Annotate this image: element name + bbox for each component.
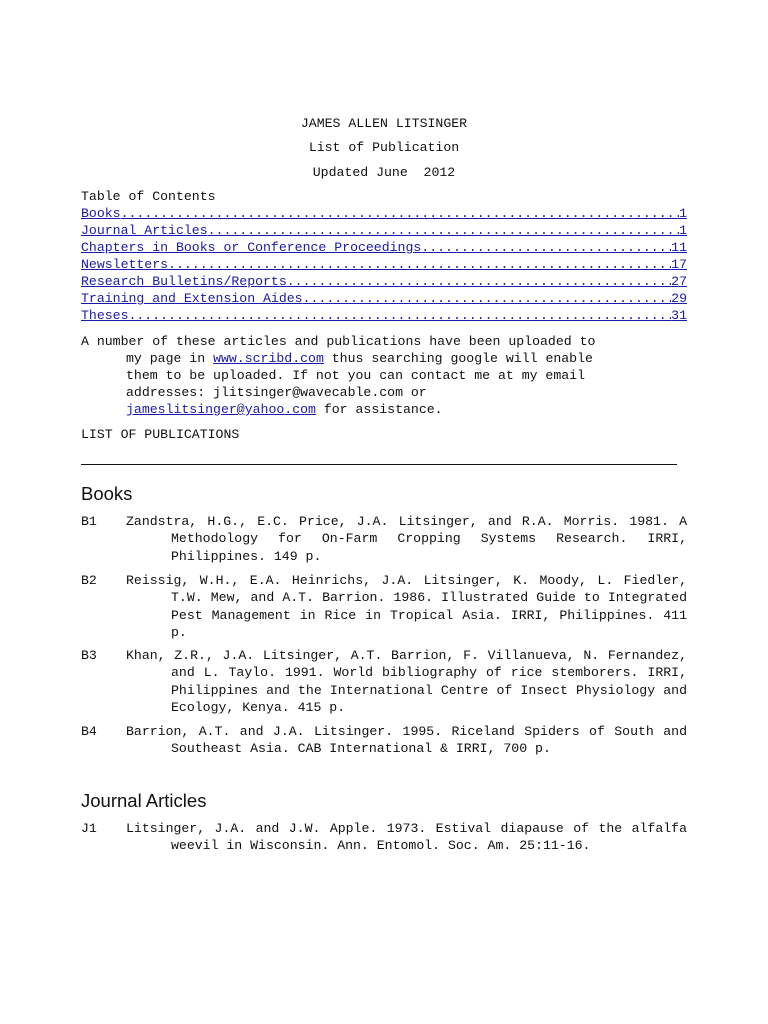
toc-leader (208, 222, 679, 239)
publication-entry (81, 647, 687, 716)
toc-page: 1 (679, 223, 687, 238)
toc-link-training-aides[interactable] (81, 290, 687, 307)
upload-notice (81, 333, 687, 418)
publication-entry (81, 513, 687, 565)
toc-label: Chapters in Books or Conference Proceedings (81, 240, 422, 255)
toc-label: Newsletters (81, 257, 169, 272)
entry-code: B2 (81, 573, 97, 588)
toc-link-theses[interactable] (81, 307, 687, 324)
scribd-link[interactable]: www.scribd.com (213, 351, 324, 366)
toc-page: 17 (671, 257, 687, 272)
toc-label: Theses (81, 308, 129, 323)
toc-label: Journal Articles (81, 223, 208, 238)
toc-page: 27 (671, 274, 687, 289)
notice-line: A number of these articles and publications have been uploaded to (81, 334, 596, 349)
toc-label: Research Bulletins/Reports (81, 274, 287, 289)
toc-heading: Table of Contents (81, 189, 216, 204)
toc-leader (128, 307, 671, 324)
publication-entry (81, 820, 687, 855)
entry-code: B1 (81, 514, 97, 529)
entry-code: B4 (81, 724, 97, 739)
email-link[interactable]: jameslitsinger@yahoo.com (126, 402, 316, 417)
toc-label: Books (81, 206, 121, 221)
toc-leader (303, 290, 672, 307)
toc-page: 1 (679, 206, 687, 221)
notice-text: my page in (126, 351, 214, 366)
entry-text: Reissig, W.H., E.A. Heinrichs, J.A. Litsinger, K. Moody, L. Fiedler, T.W. Mew, and A.T. Barrion. 1986. Illustrated Guide to Integrated Pest Management in Rice in Tropical Asia. IRRI, Philippines. 411 p. (126, 573, 687, 640)
notice-text: for assistance. (315, 402, 443, 417)
toc-page: 31 (671, 308, 687, 323)
entry-text: Khan, Z.R., J.A. Litsinger, A.T. Barrion, F. Villanueva, N. Fernandez, and L. Taylo. 1991. World bibliography of rice stemborers. IRRI, Philippines and the International Centre of Insect Physiology and Ecology, Kenya. 415 p. (126, 648, 687, 715)
notice-line: them to be uploaded. If not you can contact me at my email (126, 368, 585, 383)
toc-leader (421, 239, 671, 256)
toc-link-books[interactable] (81, 205, 687, 222)
entry-code: B3 (81, 648, 97, 663)
author-name: JAMES ALLEN LITSINGER (300, 116, 468, 131)
divider-rule (81, 464, 677, 465)
toc-link-journal-articles[interactable] (81, 222, 687, 239)
toc-link-chapters[interactable] (81, 239, 687, 256)
toc-page: 11 (671, 240, 687, 255)
list-heading: LIST OF PUBLICATIONS (81, 427, 240, 442)
toc-leader (121, 205, 680, 222)
section-heading-books: Books (81, 483, 133, 504)
publication-entry (81, 572, 687, 641)
toc-link-research-bulletins[interactable] (81, 273, 687, 290)
toc-leader (168, 256, 671, 273)
toc-leader (287, 273, 671, 290)
updated-date: Updated June 2012 (312, 165, 456, 180)
notice-text: thus searching google will enable (323, 351, 593, 366)
notice-line (81, 350, 687, 367)
toc-page: 29 (671, 291, 687, 306)
entry-code: J1 (81, 821, 97, 836)
document-title: List of Publication (308, 140, 460, 155)
section-heading-journal-articles: Journal Articles (81, 790, 207, 811)
notice-line: addresses: jlitsinger@wavecable.com or (126, 385, 427, 400)
entry-text: Barrion, A.T. and J.A. Litsinger. 1995. Riceland Spiders of South and Southeast Asia. CAB International & IRRI, 700 p. (126, 724, 687, 757)
publication-entry (81, 723, 687, 758)
toc-label: Training and Extension Aides (81, 291, 303, 306)
entry-text: Zandstra, H.G., E.C. Price, J.A. Litsinger, and R.A. Morris. 1981. A Methodology for On-Farm Cropping Systems Research. IRRI, Philippines. 149 p. (126, 514, 687, 564)
toc-link-newsletters[interactable] (81, 256, 687, 273)
notice-line (81, 401, 687, 418)
entry-text: Litsinger, J.A. and J.W. Apple. 1973. Estival diapause of the alfalfa weevil in Wisconsin. Ann. Entomol. Soc. Am. 25:11-16. (126, 821, 687, 854)
